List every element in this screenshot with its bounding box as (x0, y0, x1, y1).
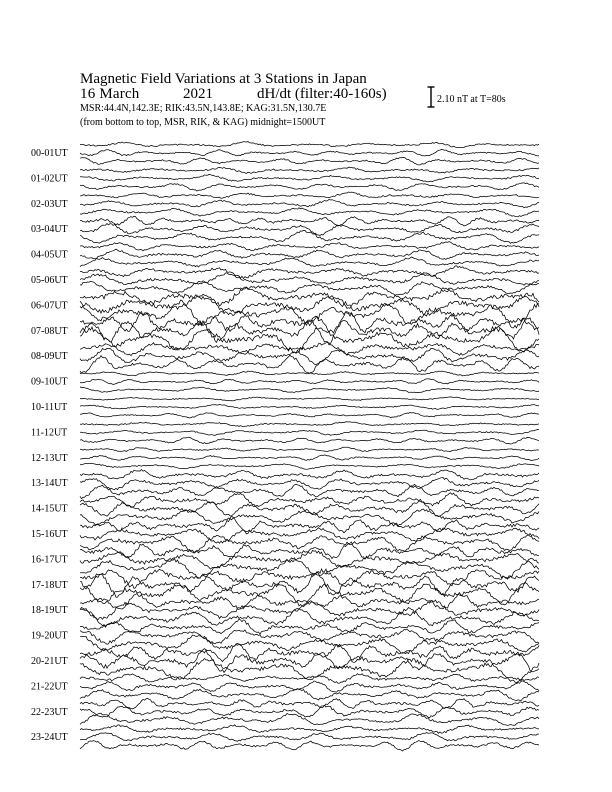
station-trace-msr (80, 257, 539, 267)
station-trace-kag (80, 674, 539, 684)
hour-label: 17-18UT (31, 579, 68, 591)
hour-label: 02-03UT (31, 198, 68, 210)
station-trace-kag (80, 287, 539, 308)
station-trace-rik (80, 404, 539, 409)
chart-year: 2021 (183, 86, 213, 102)
chart-quantity: dH/dt (filter:40-160s) (257, 86, 387, 102)
hour-label: 03-04UT (31, 224, 68, 236)
station-trace-rik (80, 733, 539, 742)
hour-label: 11-12UT (31, 427, 68, 439)
station-trace-msr (80, 208, 539, 217)
station-trace-rik (80, 551, 539, 570)
station-order-note: (from bottom to top, MSR, RIK, & KAG) midnight=1500UT (80, 117, 326, 128)
station-trace-rik (80, 705, 539, 718)
station-trace-rik (80, 430, 539, 436)
hour-label: 21-22UT (31, 681, 68, 693)
station-trace-rik (80, 318, 539, 345)
hour-label: 16-17UT (31, 554, 68, 566)
hour-label: 15-16UT (31, 529, 68, 540)
station-trace-msr (80, 230, 539, 243)
station-trace-msr (80, 183, 539, 191)
station-trace-msr (80, 558, 539, 579)
station-trace-msr (80, 437, 539, 444)
station-trace-kag (80, 192, 539, 198)
station-coordinates: MSR:44.4N,142.3E; RIK:43.5N,143.8E; KAG:31.5N,130.7E (80, 103, 327, 114)
station-trace-kag (80, 644, 539, 663)
station-trace-msr (80, 509, 539, 526)
station-trace-kag (80, 698, 539, 709)
station-trace-msr (80, 157, 539, 165)
station-trace-rik (80, 273, 539, 286)
hour-label: 09-10UT (31, 376, 68, 388)
station-trace-kag (80, 266, 539, 279)
hour-label: 14-15UT (31, 503, 68, 515)
station-trace-rik (80, 224, 539, 236)
station-trace-msr (80, 387, 539, 393)
station-trace-rik (80, 150, 539, 156)
station-trace-kag (80, 167, 539, 173)
hour-label: 13-14UT (31, 478, 68, 490)
hour-label: 05-06UT (31, 275, 68, 286)
hour-label: 00-01UT (31, 148, 68, 159)
station-trace-kag (80, 216, 539, 226)
station-trace-kag (80, 343, 539, 356)
hour-label: 20-21UT (31, 656, 68, 667)
station-trace-kag (80, 142, 539, 148)
hour-label: 22-23UT (31, 706, 68, 718)
station-trace-kag (80, 493, 539, 508)
station-trace-msr (80, 534, 539, 553)
hour-label: 06-07UT (31, 300, 68, 312)
station-trace-msr (80, 412, 539, 418)
scale-label: 2.10 nT at T=80s (437, 94, 506, 105)
station-trace-msr (80, 355, 539, 373)
chart-date: 16 March (80, 86, 140, 102)
station-trace-kag (80, 242, 539, 251)
station-trace-rik (80, 681, 539, 692)
station-trace-msr (80, 463, 539, 469)
station-trace-rik (80, 249, 539, 259)
station-trace-rik (80, 455, 539, 461)
hour-label: 23-24UT (31, 732, 68, 744)
station-trace-kag (80, 422, 539, 427)
hour-label: 01-02UT (31, 173, 68, 185)
station-trace-rik (80, 174, 539, 182)
hour-label: 18-19UT (31, 605, 68, 617)
station-trace-rik (80, 379, 539, 385)
station-trace-rik (80, 528, 539, 544)
station-trace-kag (80, 518, 539, 534)
station-trace-kag (80, 725, 539, 734)
station-trace-msr (80, 281, 539, 296)
station-trace-msr (80, 713, 539, 725)
hour-label: 10-11UT (31, 402, 68, 413)
hour-label: 19-20UT (31, 630, 68, 642)
hour-label: 08-09UT (31, 351, 68, 363)
station-trace-rik (80, 293, 539, 316)
station-trace-kag (80, 470, 539, 480)
station-trace-kag (80, 447, 539, 451)
station-trace-rik (80, 477, 539, 489)
station-trace-kag (80, 619, 539, 634)
station-trace-msr (80, 608, 539, 627)
hour-label: 12-13UT (31, 452, 68, 464)
hour-label: 04-05UT (31, 249, 68, 261)
station-trace-kag (80, 542, 539, 559)
station-trace-rik (80, 572, 539, 598)
hour-label: 07-08UT (31, 325, 68, 337)
chart-title: Magnetic Field Variations at 3 Stations in Japan (80, 71, 367, 87)
station-trace-kag (80, 397, 539, 401)
station-trace-rik (80, 501, 539, 517)
station-trace-kag (80, 371, 539, 376)
station-trace-msr (80, 741, 539, 752)
station-trace-rik (80, 199, 539, 207)
